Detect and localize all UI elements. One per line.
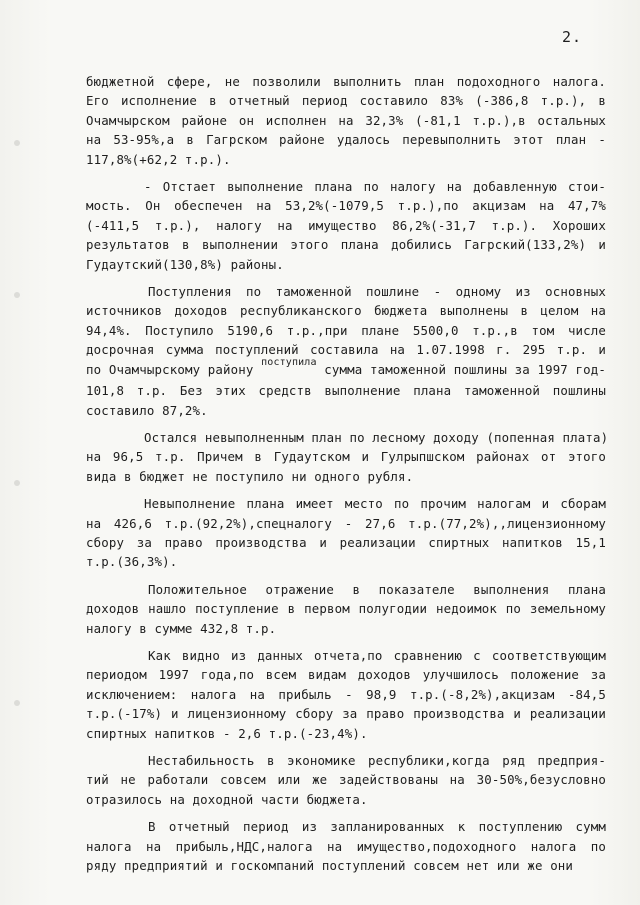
text-line: 94,4%. Поступило 5190,6 т.р.,при плане 5500,0 т.р.,в том числе: [86, 322, 606, 338]
text-line: вида в бюджет не поступило ни одного рубля.: [86, 468, 414, 484]
text-line: тий не работали совсем или же задействованы на 30-50%,безусловно: [86, 772, 606, 788]
punch-hole-mark: [14, 700, 20, 706]
text-line: Гудаутский(130,8%) районы.: [86, 256, 284, 272]
text-line: источников доходов республиканского бюджета выполнены в целом на: [86, 303, 606, 319]
text-line: результатов в выполнении этого плана добились Гагрский(133,2%) и: [86, 237, 606, 253]
text-line: ряду предприятий и госкомпаний поступлений совсем нет или же они: [86, 858, 574, 874]
document-body: [86, 72, 609, 883]
punch-hole-mark: [14, 140, 20, 146]
paragraph: [86, 177, 606, 274]
text-line: периодом 1997 года,по всем видам доходов улучшилось положение за: [86, 667, 606, 683]
handwritten-insert: поступила: [261, 356, 317, 368]
text-line: на 426,6 т.р.(92,2%),спецналогу - 27,6 т.р.(77,2%),,лицензионному: [86, 515, 606, 531]
paragraph: [86, 428, 609, 486]
text-line: Невыполнение плана имеет место по прочим налогам и сборам: [144, 496, 606, 512]
text-line: (-411,5 т.р.), налогу на имущество 86,2%(-31,7 т.р.). Хороших: [86, 217, 606, 233]
text-line: В отчетный период из запланированных к поступлению сумм: [148, 819, 606, 835]
text-line: по Очамчырскому району $^{поступила}$ сумма таможенной пошлины за 1997 год-: [86, 356, 606, 377]
text-line: налогу в сумме 432,8 т.р.: [86, 620, 277, 636]
text-line: отразилось на доходной части бюджета.: [86, 791, 368, 807]
text-line: бюджетной сфере, не позволили выполнить план подоходного налога.: [86, 74, 606, 89]
punch-hole-mark: [14, 480, 20, 486]
text-line: на 96,5 т.р. Причем в Гудаутском и Гулрыпшском районах от этого: [86, 449, 606, 465]
paragraph: [86, 72, 606, 169]
text-line: т.р.(36,3%).: [86, 554, 178, 570]
text-line: доходов нашло поступление в первом полугодии недоимок по земельному: [86, 601, 606, 617]
text-line: составило 87,2%.: [86, 402, 208, 418]
text-line: Положительное отражение в показателе выполнения плана: [148, 581, 606, 597]
paragraph: [86, 646, 606, 743]
paragraph: [86, 282, 606, 420]
page-number: 2.: [562, 28, 583, 46]
text-line: Остался невыполненным план по лесному доходу (попенная плата): [144, 429, 609, 445]
text-line: 101,8 т.р. Без этих средств выполнение плана таможенной пошлины: [86, 383, 606, 399]
text-line: мость. Он обеспечен на 53,2%(-1079,5 т.р.),по акцизам на 47,7%: [86, 198, 606, 214]
text-line: налога на прибыль,НДС,налога на имущество,подоходного налога по: [86, 838, 606, 854]
text-line: Нестабильность в экономике республики,когда ряд предприя-: [148, 753, 606, 768]
paragraph: [86, 817, 606, 875]
paragraph: [86, 751, 606, 809]
paragraph: [86, 494, 606, 572]
text-line: Его исполнение в отчетный период составило 83% (-386,8 т.р.), в: [86, 93, 606, 109]
text-line: исключением: налога на прибыль - 98,9 т.р.(-8,2%),акцизам -84,5: [86, 686, 606, 702]
text-line: Как видно из данных отчета,по сравнению с соответствующим: [148, 647, 606, 663]
text-line: 117,8%(+62,2 т.р.).: [86, 151, 231, 167]
text-line: Очамчырском районе он исполнен на 32,3% (-81,1 т.р.),в остальных: [86, 112, 606, 128]
punch-hole-mark: [14, 292, 20, 298]
text-line: - Отстает выполнение плана по налогу на добавленную стои-: [144, 179, 606, 195]
text-line: спиртных напитков - 2,6 т.р.(-23,4%).: [86, 725, 368, 741]
paragraph: [86, 580, 606, 638]
text-line: т.р.(-17%) и лицензионному сбору за право производства и реализации: [86, 706, 606, 722]
text-line: на 53-95%,а в Гагрском районе удалось перевыполнить этот план -: [86, 132, 606, 148]
text-line: Поступления по таможенной пошлине - одному из основных: [148, 284, 606, 300]
text-line: сбору за право производства и реализации спиртных напитков 15,1: [86, 534, 606, 550]
text-line: досрочная сумма поступлений составила на 1.07.1998 г. 295 т.р. и: [86, 342, 606, 358]
